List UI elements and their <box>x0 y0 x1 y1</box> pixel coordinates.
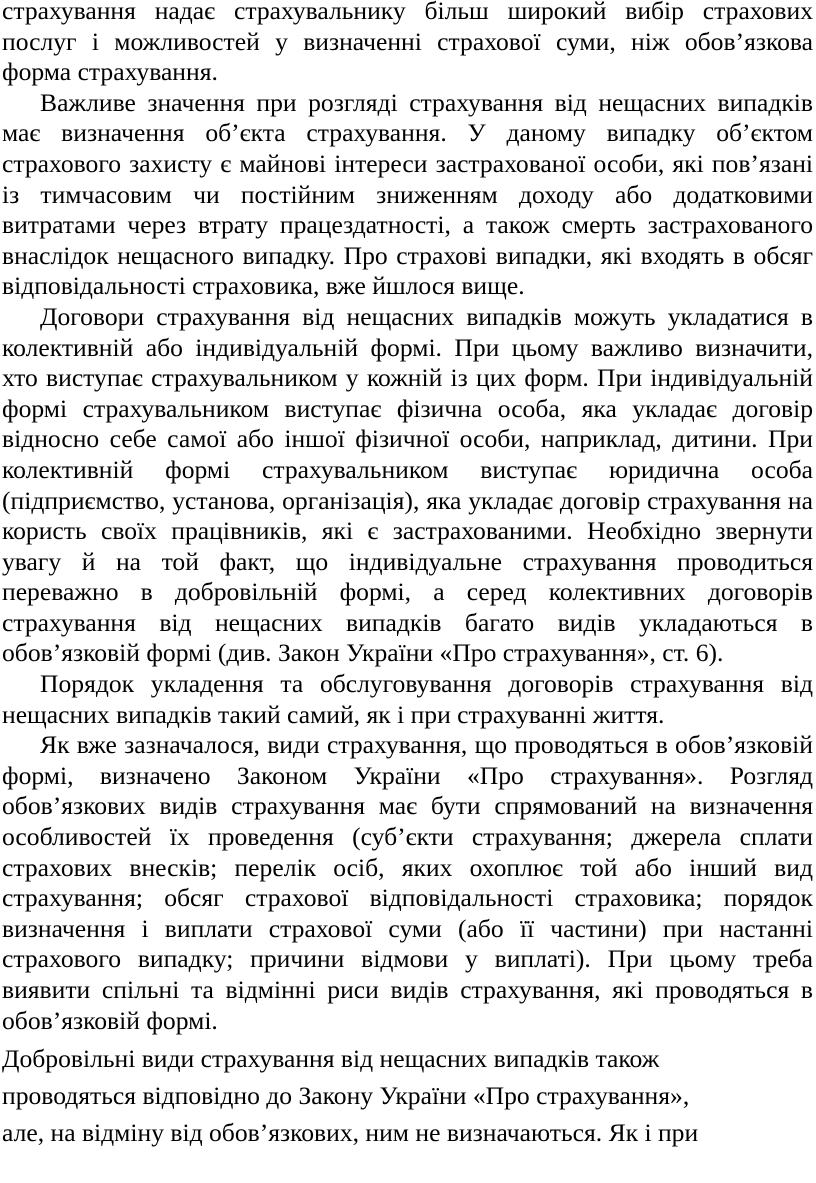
paragraph-6-line-2: проводяться відповідно до Закону України «Про страхування», <box>2 1081 690 1111</box>
paragraph-1: страхування надає страхувальнику більш широкий вибір страхових послуг і можливостей у визначенні страхової суми, ніж обов’язкова форма страхування. <box>2 0 813 87</box>
paragraph-5: Як вже зазначалося, види страхування, що проводяться в обов’язковій формі, визначено Законом України «Про страхування». Розгляд обов’язкових видів страхування має бути спрямований на визначення особливостей їх проведення (суб’єкти страхування; джерела сплати страхових внесків; перелік осіб, яких охоплює той або інший вид страхування; обсяг страхової відповідальності страховика; порядок визначення і виплати страхової суми (або її частини) при настанні страхового випадку; причини відмови у виплаті). При цьому треба виявити спільні та відмінні риси видів страхування, які проводяться в обов’язковій формі. <box>2 730 813 1035</box>
paragraph-6-line-1: Добровільні види страхування від нещасних випадків також <box>2 1044 660 1074</box>
paragraph-4: Порядок укладення та обслуговування договорів страхування від нещасних випадків такий самий, як і при страхуванні життя. <box>2 669 813 729</box>
paragraph-6 <box>2 1040 813 1151</box>
document-page <box>2 0 813 1151</box>
paragraph-2: Важливе значення при розгляді страхування від нещасних випадків має визначення об’єкта страхування. У даному випадку об’єктом страхового захисту є майнові інтереси застрахованої особи, які пов’язані із тимчасовим чи постійним зниженням доходу або додатковими витратами через втрату працездатності, а також смерть застрахованого внаслідок нещасного випадку. Про страхові випадки, які входять в обсяг відповідальності страховика, вже йшлося вище. <box>2 87 813 301</box>
paragraph-6-line-3: але, на відміну від обов’язкових, ним не визначаються. Як і при <box>2 1118 699 1148</box>
paragraph-3: Договори страхування від нещасних випадків можуть укладатися в колективній або індивідуальній формі. При цьому важливо визначити, хто виступає страхувальником у кожній із цих форм. При індивідуальній формі страхувальником виступає фізична особа, яка укладає договір відносно себе самої або іншої фізичної особи, наприклад, дитини. При колективній формі страхувальником виступає юридична особа (підприємство, установа, організація), яка укладає договір страхування на користь своїх працівників, які є застрахованими. Необхідно звернути увагу й на той факт, що індивідуальне страхування проводиться переважно в добровільній формі, а серед колективних договорів страхування від нещасних випадків багато видів укладаються в обов’язковій формі (див. Закон України «Про страхування», ст. 6). <box>2 301 813 668</box>
